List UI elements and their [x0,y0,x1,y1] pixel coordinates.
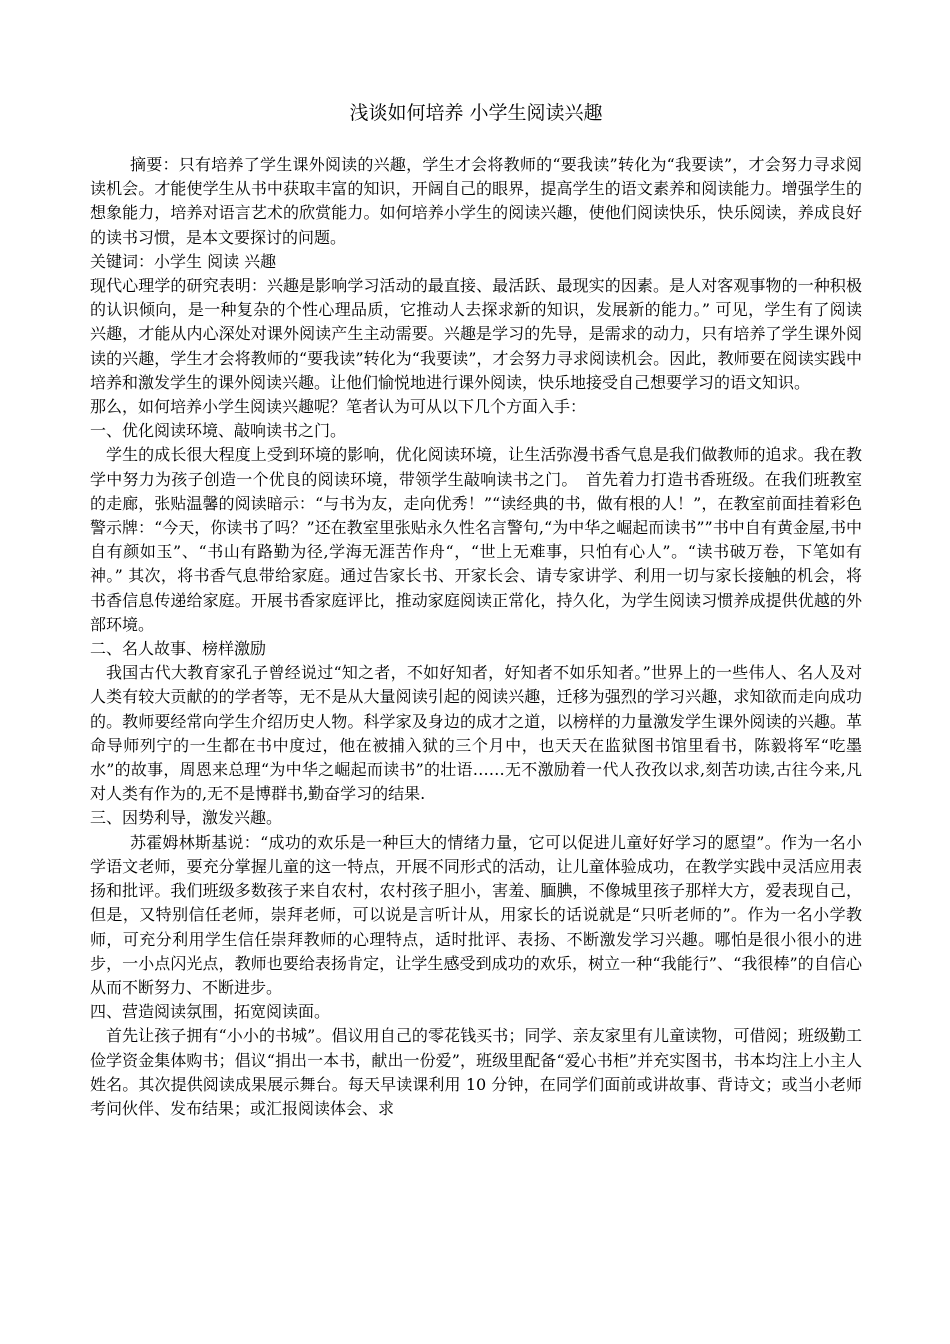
section-heading-4: 四、营造阅读氛围，拓宽阅读面。 [90,1002,331,1022]
document-page [90,92,862,1121]
section-body-2: 我国古代大教育家孔子曾经说过“知之者，不如好知者，好知者不如乐知者。”世界上的一些伟人、名人及对人类有较大贡献的的学者等，无不是从大量阅读引起的阅读兴趣，迁移为强烈的学习兴趣，求知欲而走向成功的。教师要经常向学生介绍历史人物。科学家及身边的成才之道，以榜样的力量激发学生课外阅读的兴趣。革命导师列宁的一生都在书中度过，他在被捕入狱的三个月中，也天天在监狱图书馆里看书，陈毅将军“吃墨水”的故事，周恩来总理“为中华之崛起而读书”的壮语……无不激励着一代人孜孜以求,刻苦功读,古往今来,凡对人类有作为的,无不是博群书,勤奋学习的结果. [90,663,862,804]
question-paragraph: 那么，如何培养小学生阅读兴趣呢？笔者认为可从以下几个方面入手： [90,397,587,417]
keywords-line: 关键词：小学生 阅读 兴趣 [90,251,277,271]
document-title: 浅谈如何培养 小学生阅读兴趣 [349,102,603,124]
section-body-3: 苏霍姆林斯基说：“成功的欢乐是一种巨大的情绪力量，它可以促进儿童好好学习的愿望”。作为一名小学语文老师，要充分掌握儿童的这一特点，开展不同形式的活动，让儿童体验成功，在教学实践中灵活应用表扬和批评。我们班级多数孩子来自农村，农村孩子胆小，害羞、腼腆，不像城里孩子那样大方，爱表现自己，但是，又特别信任老师，崇拜老师，可以说是言听计从，用家长的话说就是“只听老师的”。作为一名小学教师，可充分利用学生信任崇拜教师的心理特点，适时批评、表扬、不断激发学习兴趣。哪怕是很小很小的进步，一小点闪光点，教师也要给表扬肯定，让学生感受到成功的欢乐，树立一种“我能行”、“我很棒”的自信心从而不断努力、不断进步。 [90,832,862,997]
section-body-4: 首先让孩子拥有“小小的书城”。倡议用自己的零花钱买书；同学、亲友家里有儿童读物，可借阅；班级勤工俭学资金集体购书；倡议“捐出一本书，献出一份爱”，班级里配备“爱心书柜”并充实图书，书本均注上小主人姓名。其次提供阅读成果展示舞台。每天早读课利用 10 分钟，在同学们面前或讲故事、背诗文；或当小老师考问伙伴、发布结果；或汇报阅读体会、求 [90,1026,862,1118]
section-body-1: 学生的成长很大程度上受到环境的影响，优化阅读环境，让生活弥漫书香气息是我们做教师的追求。我在教学中努力为孩子创造一个优良的阅读环境，带领学生敲响读书之门。 首先着力打造书香班级。在我们班教室的走廊，张贴温馨的阅读暗示：“与书为友，走向优秀！”“读经典的书，做有根的人！”，在教室前面挂着彩色警示牌：“今天，你读书了吗？”还在教室里张贴永久性名言警句,“为中华之崛起而读书””书中自有黄金屋,书中自有颜如玉”、“书山有路勤为径,学海无涯苦作舟“，“世上无难事，只怕有心人”。“读书破万卷，下笔如有神。” 其次，将书香气息带给家庭。通过告家长书、开家长会、请专家讲学、利用一切与家长接触的机会，将书香信息传递给家庭。开展书香家庭评比，推动家庭阅读正常化，持久化，为学生阅读习惯养成提供优越的外部环境。 [90,445,862,634]
section-heading-3: 三、因势利导，激发兴趣。 [90,808,283,828]
intro-paragraph: 现代心理学的研究表明：兴趣是影响学习活动的最直接、最活跃、最现实的因素。是人对客观事物的一种积极的认识倾向，是一种复杂的个性心理品质，它推动人去探求新的知识，发展新的能力。” 可见，学生有了阅读兴趣，才能从内心深处对课外阅读产生主动需要。兴趣是学习的先导，是需求的动力，只有培养了学生课外阅读的兴趣，学生才会将教师的“要我读”转化为“我要读”，才会努力寻求阅读机会。因此，教师要在阅读实践中培养和激发学生的课外阅读兴趣。让他们愉悦地进行课外阅读，快乐地接受自己想要学习的语文知识。 [90,276,862,392]
section-heading-2: 二、名人故事、榜样激励 [90,639,267,659]
section-heading-1: 一、优化阅读环境、敲响读书之门。 [90,421,347,441]
abstract-paragraph: 摘要：只有培养了学生课外阅读的兴趣，学生才会将教师的“要我读”转化为“我要读”，才会努力寻求阅读机会。才能使学生从书中获取丰富的知识，开阔自己的眼界，提高学生的语文素养和阅读能力。增强学生的想象能力，培养对语言艺术的欣赏能力。如何培养小学生的阅读兴趣，使他们阅读快乐，快乐阅读，养成良好的读书习惯，是本文要探讨的问题。 [90,155,862,247]
